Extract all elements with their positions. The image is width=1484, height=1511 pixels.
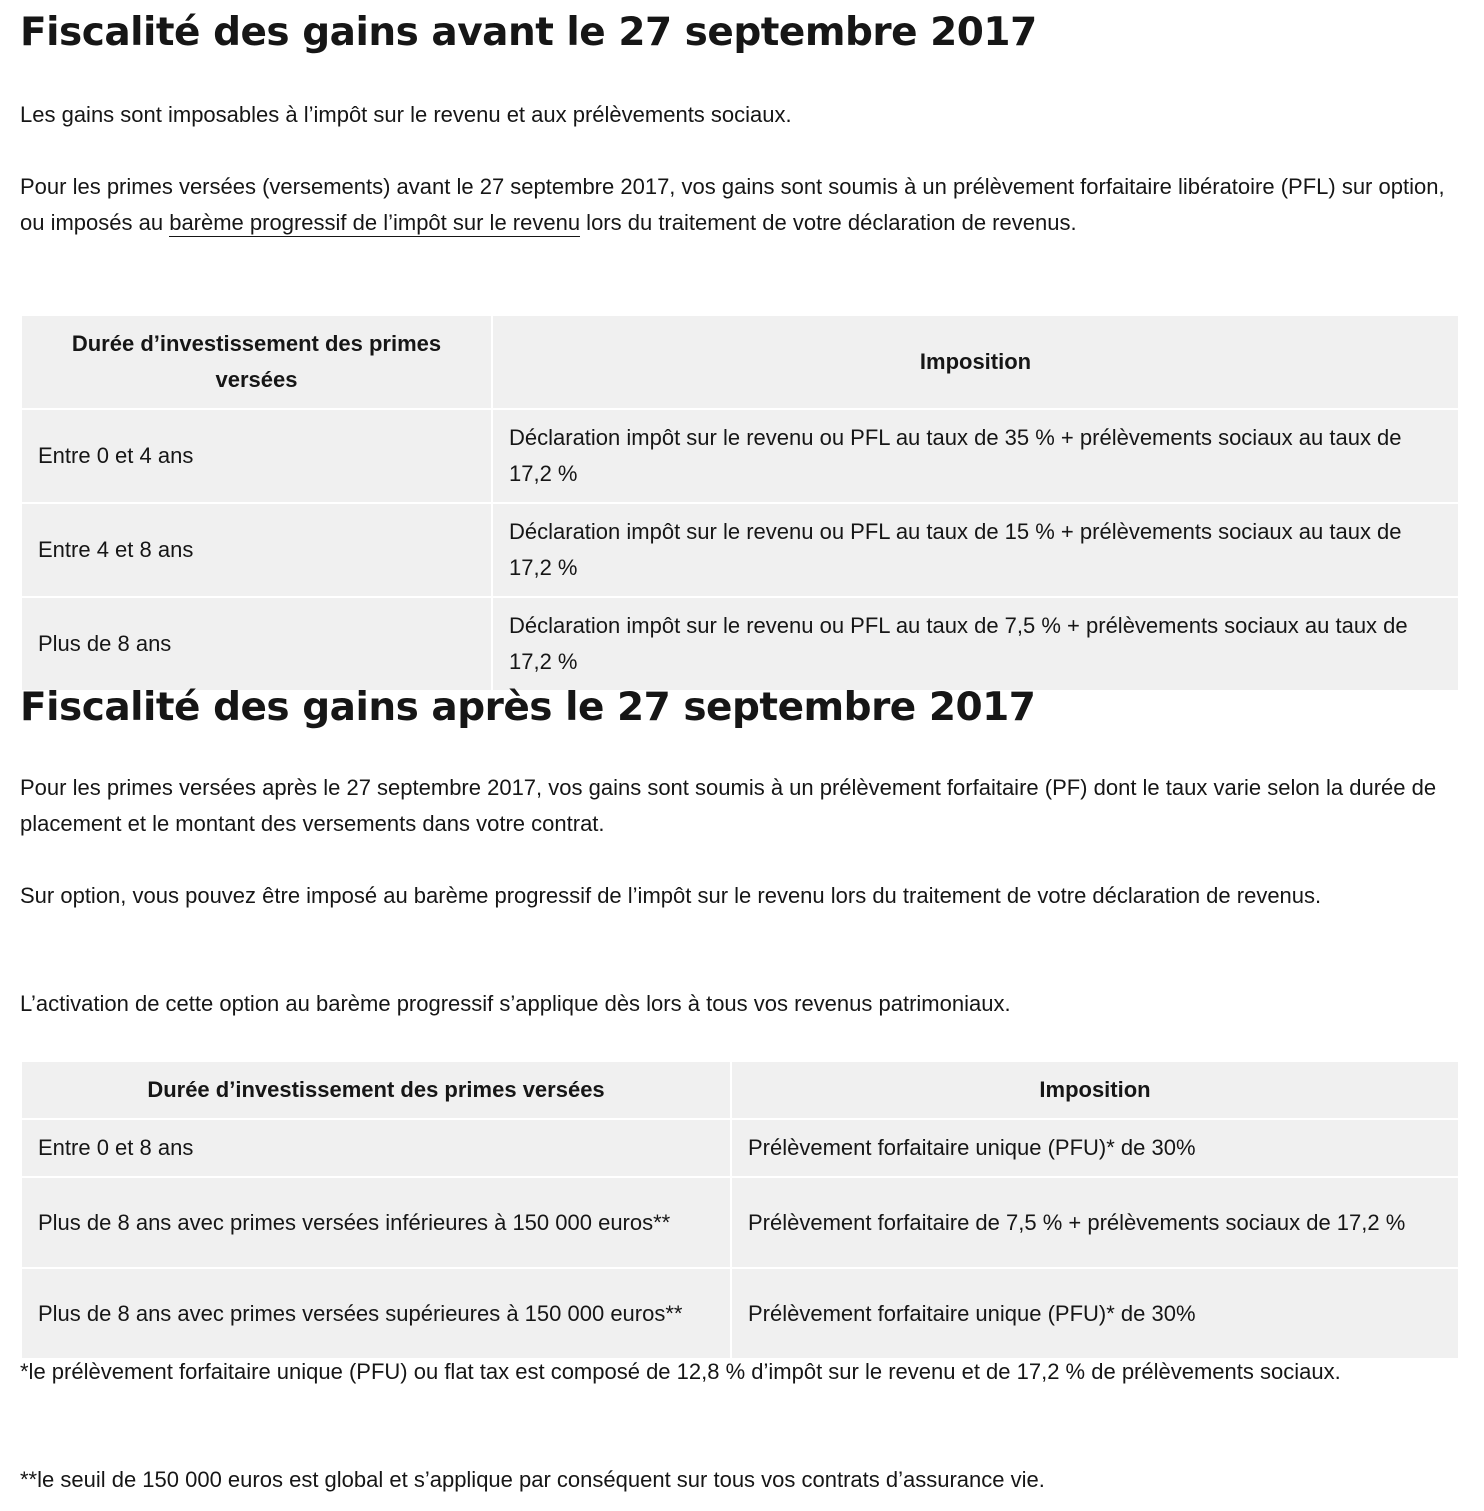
bareme-progressif-link[interactable]: barème progressif de l’impôt sur le revenu [169, 210, 581, 235]
footnote-threshold: **le seuil de 150 000 euros est global et s’applique par conséquent sur tous vos contrats d’assurance vie. [20, 1467, 1045, 1492]
table-header-row [21, 315, 1459, 409]
taxation-cell: Prélèvement forfaitaire de 7,5 % + prélèvements sociaux de 17,2 % [731, 1177, 1459, 1268]
taxation-table-before-2017 [20, 314, 1460, 692]
duration-cell: Entre 4 et 8 ans [21, 503, 492, 597]
column-header-taxation: Imposition [731, 1061, 1459, 1119]
pfl-paragraph-text-start: Pour les primes versées (versements) avant le 27 septembre 2017, vos gains sont soumis à un prélèvement forfaitaire libératoire (PFL) sur option, ou imposés au [20, 174, 1445, 235]
column-header-taxation: Imposition [492, 315, 1459, 409]
pfl-paragraph [20, 169, 1464, 241]
table-row [21, 409, 1459, 503]
duration-cell: Plus de 8 ans avec primes versées supérieures à 150 000 euros** [21, 1268, 731, 1359]
table-row [21, 1268, 1459, 1359]
taxation-table-after-2017 [20, 1060, 1460, 1360]
taxation-cell: Prélèvement forfaitaire unique (PFU)* de 30% [731, 1268, 1459, 1359]
duration-cell: Entre 0 et 8 ans [21, 1119, 731, 1177]
section-title-before-2017: Fiscalité des gains avant le 27 septembre 2017 [20, 10, 1037, 55]
column-header-duration: Durée d’investissement des primes versées [21, 315, 492, 409]
section-title-after-2017: Fiscalité des gains après le 27 septembre 2017 [20, 685, 1036, 730]
option-paragraph: Sur option, vous pouvez être imposé au barème progressif de l’impôt sur le revenu lors du traitement de votre déclaration de revenus. [20, 883, 1322, 908]
column-header-duration: Durée d’investissement des primes versées [21, 1061, 731, 1119]
taxation-cell: Déclaration impôt sur le revenu ou PFL au taux de 7,5 % + prélèvements sociaux au taux de 17,2 % [492, 597, 1459, 691]
pf-paragraph: Pour les primes versées après le 27 septembre 2017, vos gains sont soumis à un prélèvement forfaitaire (PF) dont le taux varie selon la durée de placement et le montant des versements dans votre contrat. [20, 775, 1437, 836]
duration-cell: Entre 0 et 4 ans [21, 409, 492, 503]
activation-paragraph: L’activation de cette option au barème progressif s’applique dès lors à tous vos revenus patrimoniaux. [20, 991, 1011, 1016]
table-row [21, 503, 1459, 597]
pfl-paragraph-text-end: lors du traitement de votre déclaration de revenus. [580, 210, 1077, 235]
table-row [21, 1119, 1459, 1177]
taxation-cell: Prélèvement forfaitaire unique (PFU)* de 30% [731, 1119, 1459, 1177]
intro-paragraph: Les gains sont imposables à l’impôt sur le revenu et aux prélèvements sociaux. [20, 102, 792, 127]
table-header-row [21, 1061, 1459, 1119]
taxation-cell: Déclaration impôt sur le revenu ou PFL au taux de 35 % + prélèvements sociaux au taux de 17,2 % [492, 409, 1459, 503]
footnote-pfu: *le prélèvement forfaitaire unique (PFU) ou flat tax est composé de 12,8 % d’impôt sur le revenu et de 17,2 % de prélèvements sociaux. [20, 1359, 1341, 1384]
table-row [21, 1177, 1459, 1268]
taxation-cell: Déclaration impôt sur le revenu ou PFL au taux de 15 % + prélèvements sociaux au taux de 17,2 % [492, 503, 1459, 597]
duration-cell: Plus de 8 ans avec primes versées inférieures à 150 000 euros** [21, 1177, 731, 1268]
table-row [21, 597, 1459, 691]
duration-cell: Plus de 8 ans [21, 597, 492, 691]
